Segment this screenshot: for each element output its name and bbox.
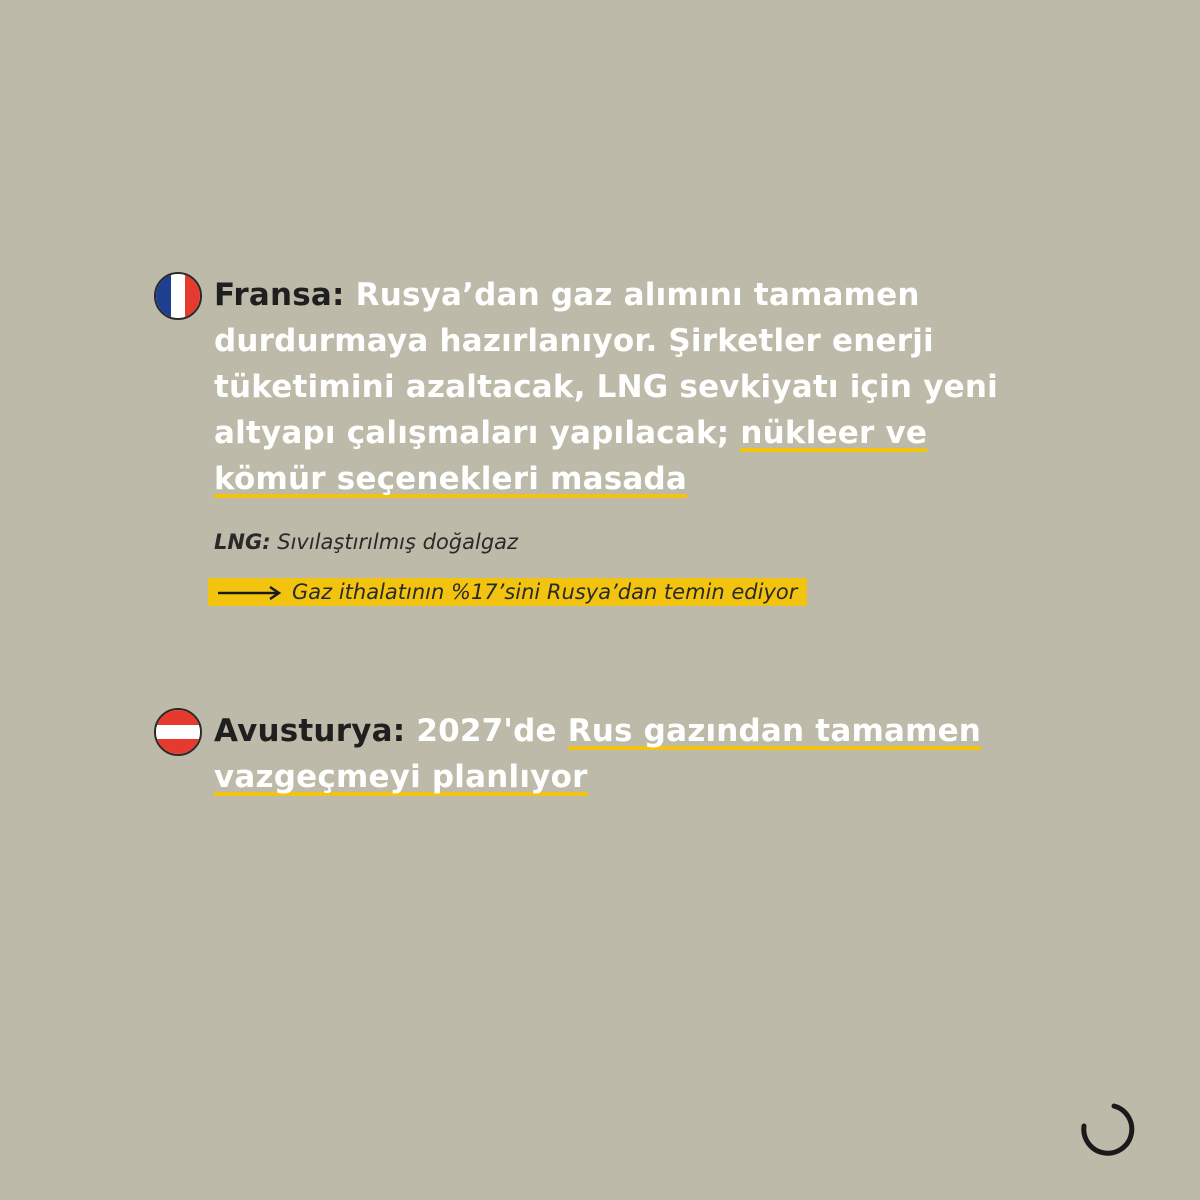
- loading-spinner-icon: [1076, 1098, 1136, 1158]
- france-flag-icon: [154, 272, 202, 320]
- note-text: Gaz ithalatının %17’sini Rusya’dan temin ediyor: [292, 580, 798, 604]
- france-highlight: nükleer ve kömür seçenekleri masada: [214, 415, 928, 497]
- definition-term: LNG:: [214, 530, 271, 554]
- france-label: Fransa:: [214, 277, 345, 313]
- lng-definition: [214, 530, 1014, 554]
- austria-section: [154, 708, 1014, 800]
- austria-flag-icon: [154, 708, 202, 756]
- france-note: [208, 578, 807, 606]
- austria-label: Avusturya:: [214, 713, 406, 749]
- france-text: Rusya’dan gaz alımını tamamen durdurmaya hazırlanıyor. Şirketler enerji tüketimini azaltacak, LNG sevkiyatı için yeni altyapı çalışmaları yapılacak;: [214, 277, 998, 451]
- austria-paragraph: [214, 708, 1014, 800]
- austria-highlight: Rus gazından tamamen vazgeçmeyi planlıyor: [214, 713, 982, 795]
- france-paragraph: [214, 272, 1014, 502]
- france-section: [154, 272, 1014, 606]
- definition-text: Sıvılaştırılmış doğalgaz: [270, 530, 519, 554]
- arrow-right-icon: [218, 585, 282, 601]
- austria-text: 2027'de: [405, 713, 568, 749]
